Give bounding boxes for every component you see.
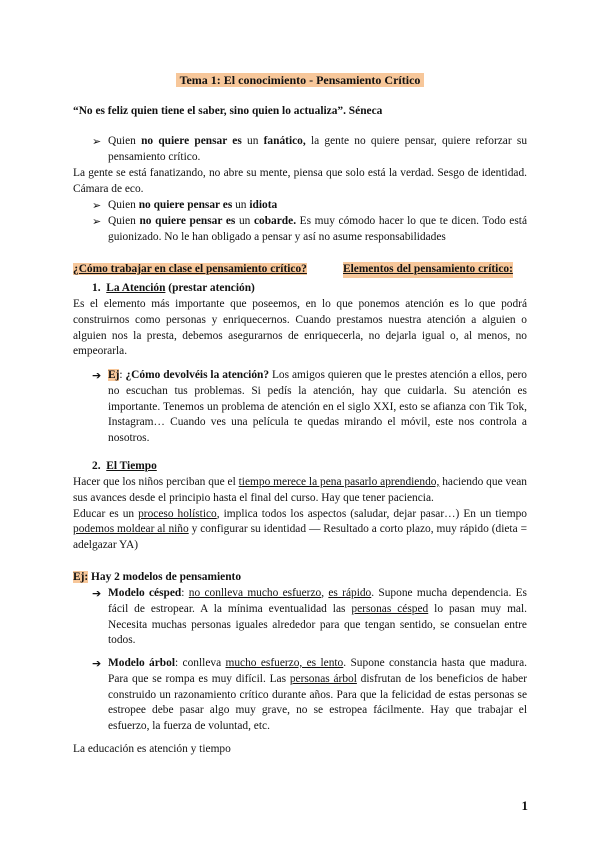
bullet-cobarde: ➢ Quien no quiere pensar es un cobarde. Es muy cómodo hacer lo que te dicen. Todo está guionizado. No le han obligado a pensar y así no asume responsabilidades: [92, 215, 528, 243]
heading-atencion: 1. La Atención (prestar atención): [92, 282, 255, 294]
heading-tiempo: 2. El Tiempo: [92, 460, 157, 472]
page-number: 1: [521, 798, 528, 813]
example-atencion: ➔ Ej: ¿Cómo devolvéis la atención? Los amigos quieren que le prestes atención a ellos, pero no escuchan tus problemas. Si pedís la atención, hay que cuidarla. Su atención es importante. Tenemos un problema de atención en el siglo XXI, esto se afianza con Tik Tok, Instagram… Cuando ves una película te quedas mirando el móvil, este nos controla a nosotros.: [92, 369, 527, 445]
right-arrow-icon: ➔: [92, 369, 102, 382]
seneca-quote: “No es feliz quien tiene el saber, sino quien lo actualiza”. Séneca: [73, 105, 383, 117]
right-arrow-icon: ➔: [92, 587, 102, 600]
arrowhead-icon: ➢: [92, 135, 102, 148]
example-modelos-heading: Ej: Hay 2 modelos de pensamiento: [73, 571, 242, 583]
arrowhead-icon: ➢: [92, 199, 102, 212]
paragraph-tiempo: Hacer que los niños perciban que el tiempo merece la pena pasarlo aprendiendo, haciendo que vean sus avances desde el principio hasta el final del curso. Hay que tener paciencia. Educar es un proceso holístico, implica todos los aspectos (saludar, dejar pasar…) En un tiempo podemos moldear al niño y configurar su identidad — Resultado a corto plazo, muy rápido (dieta = adelgazar YA): [73, 476, 528, 552]
section-heading-elements: Elementos del pensamiento crítico:: [343, 262, 513, 278]
closing-line: La educación es atención y tiempo: [73, 743, 231, 755]
right-arrow-icon: ➔: [92, 657, 102, 670]
modelo-arbol: ➔ Modelo árbol: conlleva mucho esfuerzo, es lento. Supone constancia hasta que madura. Para que se rompa es muy difícil. Las personas árbol disfrutan de los beneficios de haber construido un razonamiento crítico durante años. Para que la felicidad de estas personas se estropee debe pasar algo muy grave, no se estropea fácilmente. Hay que trabajar el esfuerzo, la fuerza de voluntad, etc.: [92, 657, 528, 733]
section-headings: [73, 262, 527, 278]
section-heading-how: ¿Cómo trabajar en clase el pensamiento crítico?: [73, 263, 307, 275]
arrowhead-icon: ➢: [92, 215, 102, 228]
bullet-fanatico: ➢ Quien no quiere pensar es un fanático, la gente no quiere pensar, quiere reforzar su pensamiento crítico.: [92, 135, 528, 163]
intro-paragraph: La gente se está fanatizando, no abre su mente, piensa que solo está la verdad. Sesgo de identidad. Cámara de eco.: [73, 167, 527, 195]
paragraph-atencion: Es el elemento más importante que poseemos, en lo que ponemos atención es lo que podrá construirnos como personas y enriquecernos. Cuando prestamos nuestra atención a alguien o alguien nos la presta, debemos asegurarnos de enriquecerla, no dejarla igual o, al menos, no empeorarla.: [73, 298, 527, 358]
bullet-idiota: ➢ Quien no quiere pensar es un idiota: [92, 199, 278, 212]
modelo-cesped: ➔ Modelo césped: no conlleva mucho esfuerzo, es rápido. Supone mucha dependencia. Es fácil de estropear. A la mínima eventualidad las personas césped lo pasan muy mal. Necesita muchas personas iguales alrededor para que tengan sentido, se consuelan entre todos.: [92, 587, 528, 647]
page-title: Tema 1: El conocimiento - Pensamiento Crítico: [0, 73, 600, 89]
